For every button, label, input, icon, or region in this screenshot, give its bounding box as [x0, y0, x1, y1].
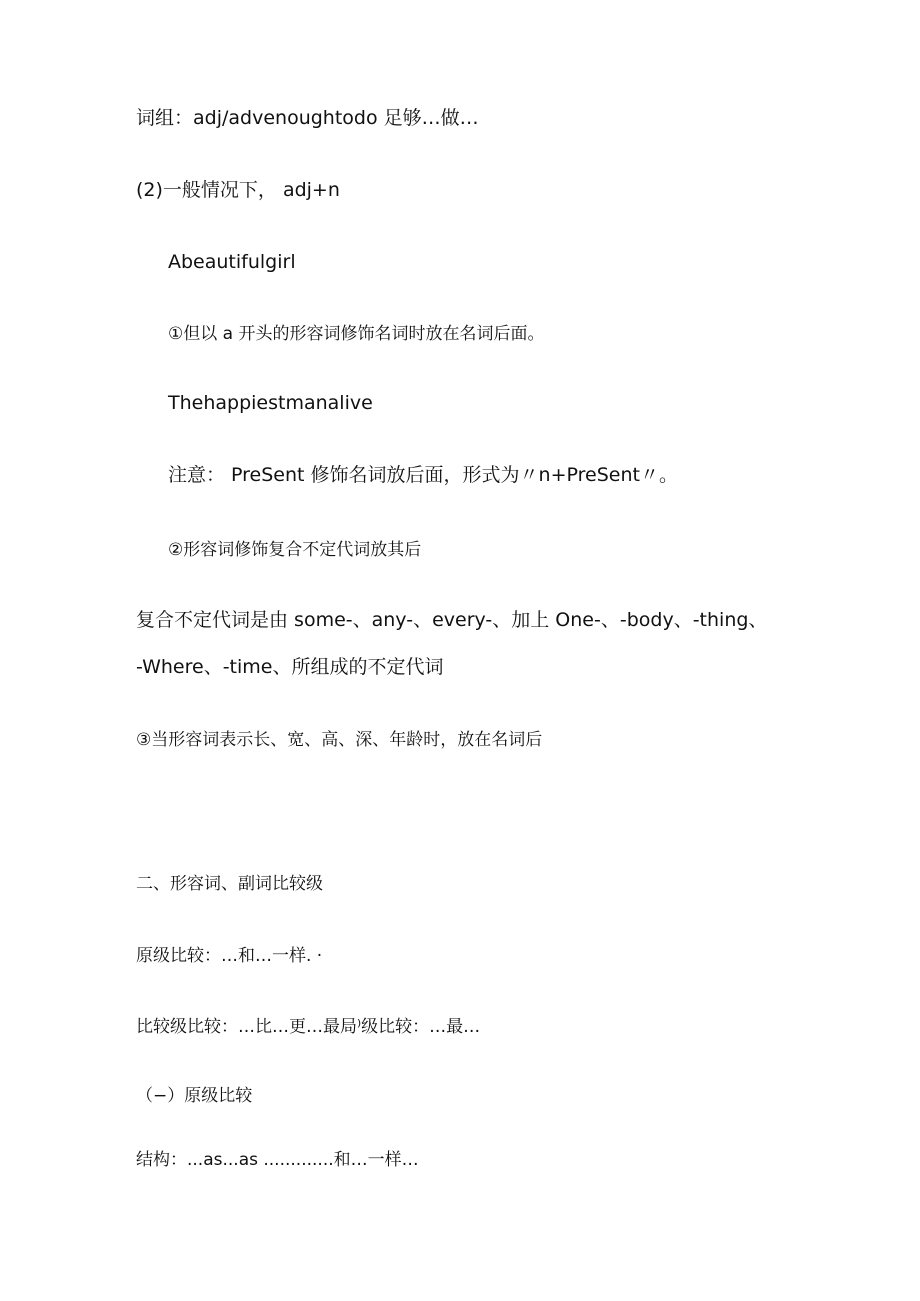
comparative-line: 比较级比较：…比…更…最局⁾级比较：…最… [136, 1017, 481, 1037]
phrase-line: 词组：adj/advenoughtodo 足够…做… [136, 107, 479, 129]
structure-line: 结构：...as...as .............和…一样… [136, 1150, 419, 1170]
compound-pronoun-line: 复合不定代词是由 some-、any-、every-、加上 One-、-body、-thing、 [136, 609, 768, 631]
note-line: 注意： PreSent 修饰名词放后面，形式为〃n+PreSent〃。 [168, 464, 678, 486]
general-rule-line: (2)一般情况下， adj+n [136, 179, 340, 201]
rule-two-line: ②形容词修饰复合不定代词放其后 [168, 540, 422, 560]
example-line: Thehappiestmanalive [168, 392, 373, 414]
section-heading: 二、形容词、副词比较级 [136, 874, 323, 894]
compound-pronoun-continuation-line: -Where、-time、所组成的不定代词 [136, 656, 444, 678]
rule-one-line: ①但以 a 开头的形容词修饰名词时放在名词后面。 [168, 324, 545, 344]
rule-three-line: ③当形容词表示长、宽、高、深、年龄时，放在名词后 [136, 730, 543, 750]
example-line: Abeautifulgirl [168, 251, 296, 273]
positive-comparison-line: 原级比较：…和…一样. · [136, 946, 323, 966]
subsection-heading: （−）原级比较 [136, 1086, 253, 1106]
